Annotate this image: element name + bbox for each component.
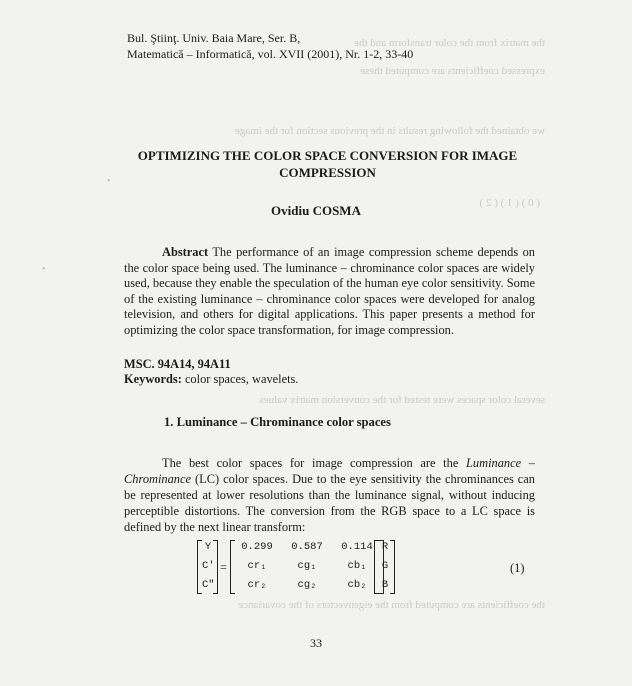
bleed-through-text: we obtained the following results in the previous section for the image — [234, 125, 545, 137]
page-number: 33 — [310, 636, 322, 650]
section-heading: 1. Luminance – Chrominance color spaces — [164, 415, 391, 429]
matrix-column-2 — [285, 541, 329, 591]
abstract-label: Abstract — [162, 245, 209, 259]
abstract — [124, 245, 535, 338]
body-text-start: The best color spaces for image compression are the — [162, 456, 467, 470]
rhs-entry: R — [381, 541, 389, 553]
rhs-entry: G — [381, 560, 389, 572]
journal-header-line-2: Matematică – Informatică, vol. XVII (2001), Nr. 1-2, 33-40 — [127, 47, 414, 61]
body-text-end: (LC) color spaces. Due to the eye sensitivity the chrominances can be represented at lower resolutions than the luminance signal, without inducing perceptible distortions. The conversion from the RGB space to a LC space is defined by the next linear transform: — [124, 472, 535, 534]
matrix-entry: 0.114 — [341, 541, 373, 553]
lhs-entry: C' — [202, 560, 215, 572]
bleed-through-text: ( 0 ) ( 1 ) ( 2 ) — [479, 197, 540, 209]
keywords-label: Keywords: — [124, 372, 182, 386]
body-paragraph — [124, 455, 535, 535]
msc-codes: MSC. 94A14, 94A11 — [124, 357, 231, 371]
bleed-through-text: expressed coefficients are computed these — [360, 65, 545, 77]
bleed-through-text: the matrix from the color transform and the — [354, 37, 545, 49]
left-vector-bracket-close — [213, 540, 218, 594]
journal-header — [127, 30, 413, 62]
matrix-entry: cg₁ — [297, 560, 317, 572]
matrix-entry: cb₂ — [347, 579, 367, 591]
paper-title-line-1: OPTIMIZING THE COLOR SPACE CONVERSION FOR IMAGE — [137, 148, 518, 163]
matrix-entry: cr₂ — [247, 579, 267, 591]
equals-sign: = — [220, 560, 227, 574]
matrix-column-1 — [235, 541, 279, 591]
author-name: Ovidiu COSMA — [271, 203, 361, 218]
bleed-through-text: several color spaces were tested for the conversion matrix values — [259, 394, 545, 406]
keywords-text: color spaces, wavelets. — [184, 372, 299, 386]
journal-header-line-1: Bul. Ştiinţ. Univ. Baia Mare, Ser. B, — [127, 31, 301, 45]
margin-mark: • — [42, 264, 46, 275]
equation-number: (1) — [510, 561, 525, 575]
matrix-column-3 — [335, 541, 379, 591]
rhs-entry: B — [381, 579, 389, 591]
paper-title — [130, 147, 525, 181]
matrix-entry: cr₁ — [247, 560, 267, 572]
matrix-entry: cb₁ — [347, 560, 367, 572]
matrix-entry: cg₂ — [297, 579, 317, 591]
matrix-entry: 0.587 — [291, 541, 323, 553]
paper-title-line-2: COMPRESSION — [279, 165, 376, 180]
lhs-entry: Y — [204, 541, 212, 553]
lhs-entry: C" — [202, 579, 215, 591]
matrix-entry: 0.299 — [241, 541, 273, 553]
classification-block — [124, 357, 298, 387]
abstract-text: The performance of an image compression scheme depends on the color space being used. The luminance – chrominance color spaces are widely used, because they enable the speculation of the human eye color sensitivity. Some of the existing luminance – chrominance color spaces were developed for analog television, and others for digital applications. This paper presents a method for optimizing the color space transformation, for image compression. — [124, 245, 536, 337]
margin-mark: • — [107, 176, 111, 187]
rhs-vector-bracket-close — [390, 540, 395, 594]
body-italic-term: Luminance – Chrominance — [124, 456, 535, 486]
bleed-through-text: the coefficients are computed from the eigenvectors of the covariance — [238, 599, 545, 611]
